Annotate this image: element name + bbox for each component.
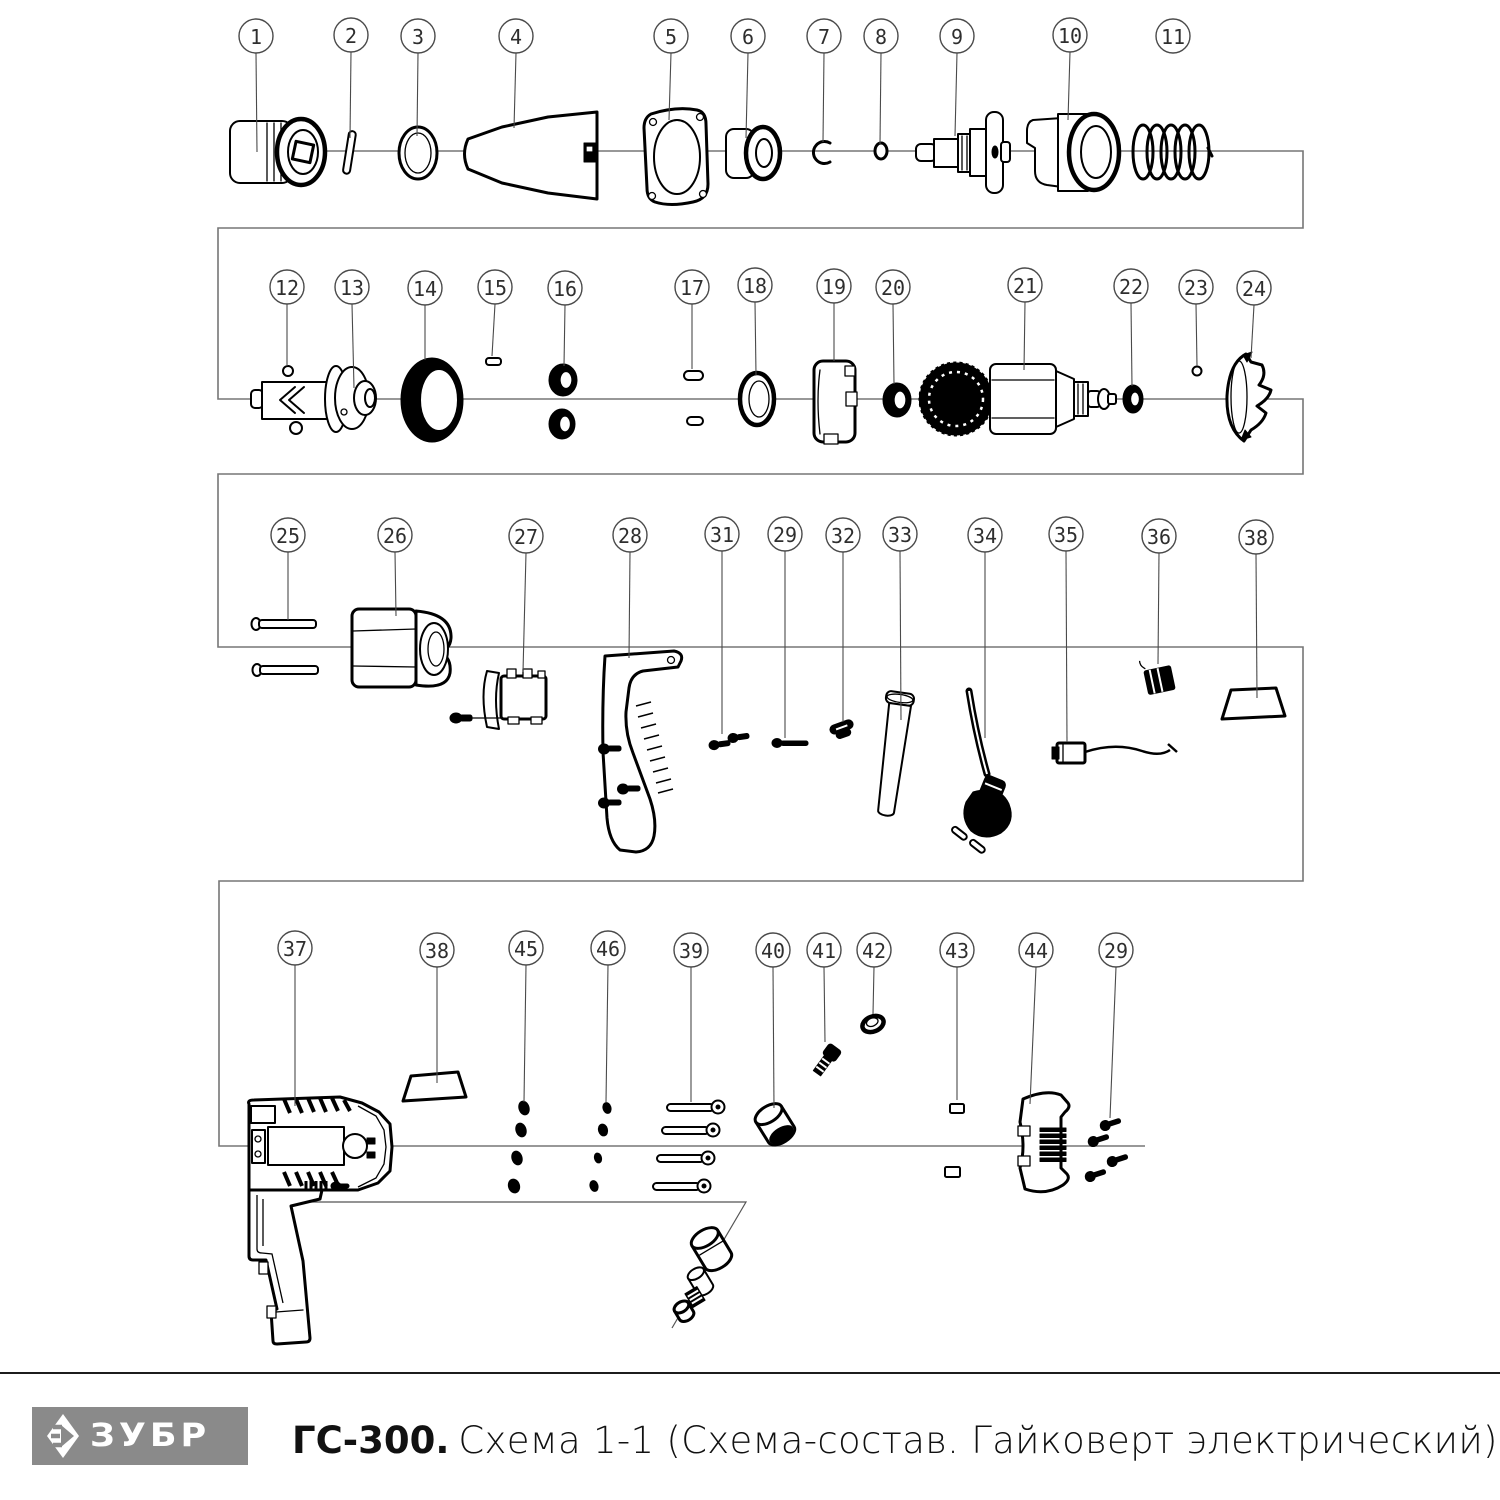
part-3-ring bbox=[399, 127, 437, 179]
brand-logo bbox=[32, 1407, 248, 1465]
part-37-motor-housing bbox=[249, 1097, 392, 1344]
callout-6 bbox=[731, 19, 765, 138]
part-cord-grip-assembly bbox=[672, 1223, 735, 1324]
svg-text:32: 32 bbox=[830, 524, 856, 548]
svg-text:45: 45 bbox=[513, 937, 539, 961]
part-8-o-ring bbox=[875, 143, 887, 159]
part-6-bushing bbox=[726, 127, 780, 179]
svg-text:19: 19 bbox=[821, 275, 847, 299]
row-1-parts bbox=[230, 109, 1212, 205]
callout-41 bbox=[807, 933, 841, 1042]
svg-text:46: 46 bbox=[595, 937, 621, 961]
svg-text:41: 41 bbox=[811, 939, 837, 963]
callout-12 bbox=[270, 270, 304, 366]
callout-17 bbox=[675, 270, 709, 369]
svg-text:21: 21 bbox=[1012, 274, 1038, 298]
svg-text:6: 6 bbox=[741, 25, 755, 49]
svg-text:40: 40 bbox=[760, 939, 786, 963]
callout-23 bbox=[1179, 270, 1213, 366]
part-18-washer bbox=[740, 373, 774, 425]
callout-15 bbox=[478, 270, 512, 356]
callout-45 bbox=[509, 931, 543, 1102]
callout-10 bbox=[1053, 18, 1087, 120]
callout-37 bbox=[278, 931, 312, 1106]
part-5-gasket bbox=[644, 109, 708, 205]
svg-text:16: 16 bbox=[552, 277, 578, 301]
callout-38 bbox=[420, 933, 454, 1083]
svg-text:37: 37 bbox=[282, 937, 308, 961]
callout-35 bbox=[1049, 517, 1083, 742]
part-4-gearcase bbox=[465, 112, 599, 199]
svg-text:42: 42 bbox=[861, 939, 887, 963]
part-23-ball bbox=[1193, 367, 1202, 376]
callout-31 bbox=[705, 517, 739, 734]
svg-text:29: 29 bbox=[1103, 939, 1129, 963]
part-42-nut bbox=[860, 1013, 886, 1035]
svg-text:43: 43 bbox=[944, 939, 970, 963]
schema-caption bbox=[292, 1419, 1498, 1462]
callout-36 bbox=[1142, 519, 1176, 664]
svg-text:20: 20 bbox=[880, 276, 906, 300]
callout-7 bbox=[807, 19, 841, 142]
svg-text:5: 5 bbox=[664, 25, 678, 49]
svg-text:11: 11 bbox=[1160, 25, 1186, 49]
callout-28 bbox=[613, 518, 647, 658]
callout-43 bbox=[940, 933, 974, 1100]
part-36-carbon-brush bbox=[1139, 655, 1175, 695]
callout-32 bbox=[826, 518, 860, 722]
footer-divider bbox=[0, 1372, 1500, 1374]
callout-39 bbox=[674, 933, 708, 1102]
part-19-bearing-plate bbox=[814, 361, 857, 444]
callout-44 bbox=[1019, 933, 1053, 1104]
callout-26 bbox=[378, 518, 412, 616]
svg-text:9: 9 bbox=[950, 25, 964, 49]
callout-29 bbox=[768, 517, 802, 738]
part-26-stator bbox=[352, 609, 451, 687]
part-46-pins bbox=[589, 1102, 613, 1193]
part-20-bearing bbox=[883, 383, 911, 417]
part-41-stud bbox=[811, 1043, 842, 1078]
callout-11 bbox=[1156, 19, 1190, 53]
brand-name: ЗУБР bbox=[90, 1417, 211, 1455]
callout-22 bbox=[1114, 269, 1148, 386]
part-35-brush-holder bbox=[1052, 743, 1177, 763]
part-16-washers bbox=[549, 364, 577, 439]
part-31-screws bbox=[709, 731, 750, 750]
callout-20 bbox=[876, 270, 910, 384]
part-24-air-deflector bbox=[1227, 352, 1271, 441]
svg-text:2: 2 bbox=[344, 24, 358, 48]
zubr-diamond-icon bbox=[40, 1407, 86, 1465]
part-17-pins bbox=[684, 371, 703, 425]
svg-text:17: 17 bbox=[679, 276, 705, 300]
svg-text:12: 12 bbox=[274, 276, 300, 300]
svg-text:7: 7 bbox=[817, 25, 831, 49]
callout-46 bbox=[591, 931, 625, 1102]
part-29-screw bbox=[772, 739, 808, 748]
svg-text:44: 44 bbox=[1023, 939, 1049, 963]
row-3-parts bbox=[252, 609, 1286, 854]
part-21-rotor bbox=[920, 363, 1116, 435]
callout-33 bbox=[883, 517, 917, 720]
part-29-screws-2 bbox=[1084, 1116, 1129, 1183]
callout-21 bbox=[1008, 268, 1042, 370]
part-45-balls bbox=[507, 1100, 531, 1195]
callout-14 bbox=[408, 271, 442, 360]
part-7-circlip bbox=[813, 142, 830, 164]
part-11-spring bbox=[1133, 125, 1212, 179]
svg-text:28: 28 bbox=[617, 524, 643, 548]
svg-text:25: 25 bbox=[275, 524, 301, 548]
callout-2 bbox=[334, 18, 368, 138]
callout-16 bbox=[548, 271, 582, 366]
part-2-pin bbox=[343, 131, 357, 175]
callout-19 bbox=[817, 269, 851, 361]
svg-text:15: 15 bbox=[482, 276, 508, 300]
schema-title: Схема 1-1 (Схема-состав. Гайковерт электрический) bbox=[458, 1419, 1498, 1462]
callout-9 bbox=[940, 19, 974, 136]
callout-40 bbox=[756, 933, 790, 1108]
part-10-hammer-case bbox=[1027, 114, 1119, 191]
part-38-nameplate-2 bbox=[403, 1072, 466, 1101]
callout-4 bbox=[499, 19, 533, 128]
part-34-power-cord bbox=[951, 691, 1011, 854]
callout-25 bbox=[271, 518, 305, 620]
row-4-parts bbox=[249, 1013, 1129, 1344]
part-38-nameplate bbox=[1222, 688, 1285, 719]
part-15-pin bbox=[486, 358, 501, 365]
svg-text:35: 35 bbox=[1053, 523, 1079, 547]
callout-24 bbox=[1237, 271, 1271, 358]
callout-3 bbox=[401, 19, 435, 136]
svg-text:18: 18 bbox=[742, 274, 768, 298]
svg-text:34: 34 bbox=[972, 524, 998, 548]
svg-text:38: 38 bbox=[424, 939, 450, 963]
part-22-bearing bbox=[1123, 385, 1143, 413]
svg-text:13: 13 bbox=[339, 276, 365, 300]
callout-5 bbox=[654, 19, 688, 120]
svg-text:14: 14 bbox=[412, 277, 438, 301]
part-43-keys bbox=[945, 1104, 964, 1177]
callout-layer bbox=[239, 18, 1273, 1118]
part-40-bushing bbox=[752, 1099, 799, 1149]
svg-text:24: 24 bbox=[1241, 277, 1267, 301]
part-28-handle-cover bbox=[599, 651, 682, 852]
svg-text:4: 4 bbox=[509, 25, 523, 49]
part-44-end-bracket bbox=[1018, 1093, 1069, 1192]
callout-42 bbox=[857, 933, 891, 1014]
footer bbox=[0, 1372, 1500, 1500]
model-number: ГС-300. bbox=[292, 1419, 450, 1462]
part-9-anvil bbox=[916, 112, 1010, 193]
callout-8 bbox=[864, 19, 898, 144]
callout-38 bbox=[1239, 520, 1273, 698]
callout-29 bbox=[1099, 933, 1133, 1118]
svg-text:3: 3 bbox=[411, 25, 425, 49]
svg-text:22: 22 bbox=[1118, 275, 1144, 299]
svg-text:33: 33 bbox=[887, 523, 913, 547]
svg-text:31: 31 bbox=[709, 523, 735, 547]
svg-text:39: 39 bbox=[678, 939, 704, 963]
svg-text:10: 10 bbox=[1057, 24, 1083, 48]
part-14-impact-ring bbox=[401, 358, 463, 442]
svg-text:1: 1 bbox=[249, 25, 263, 49]
part-13-spindle bbox=[251, 366, 376, 432]
svg-text:29: 29 bbox=[772, 523, 798, 547]
svg-text:38: 38 bbox=[1243, 526, 1269, 550]
svg-text:23: 23 bbox=[1183, 276, 1209, 300]
part-1-socket bbox=[230, 119, 325, 185]
part-27-switch bbox=[450, 669, 546, 729]
svg-text:27: 27 bbox=[513, 525, 539, 549]
callout-18 bbox=[738, 268, 772, 375]
row-2-parts bbox=[251, 352, 1271, 444]
callout-27 bbox=[509, 519, 543, 672]
svg-text:26: 26 bbox=[382, 524, 408, 548]
svg-text:8: 8 bbox=[874, 25, 888, 49]
svg-text:36: 36 bbox=[1146, 525, 1172, 549]
part-33-cord-sleeve bbox=[870, 691, 915, 818]
